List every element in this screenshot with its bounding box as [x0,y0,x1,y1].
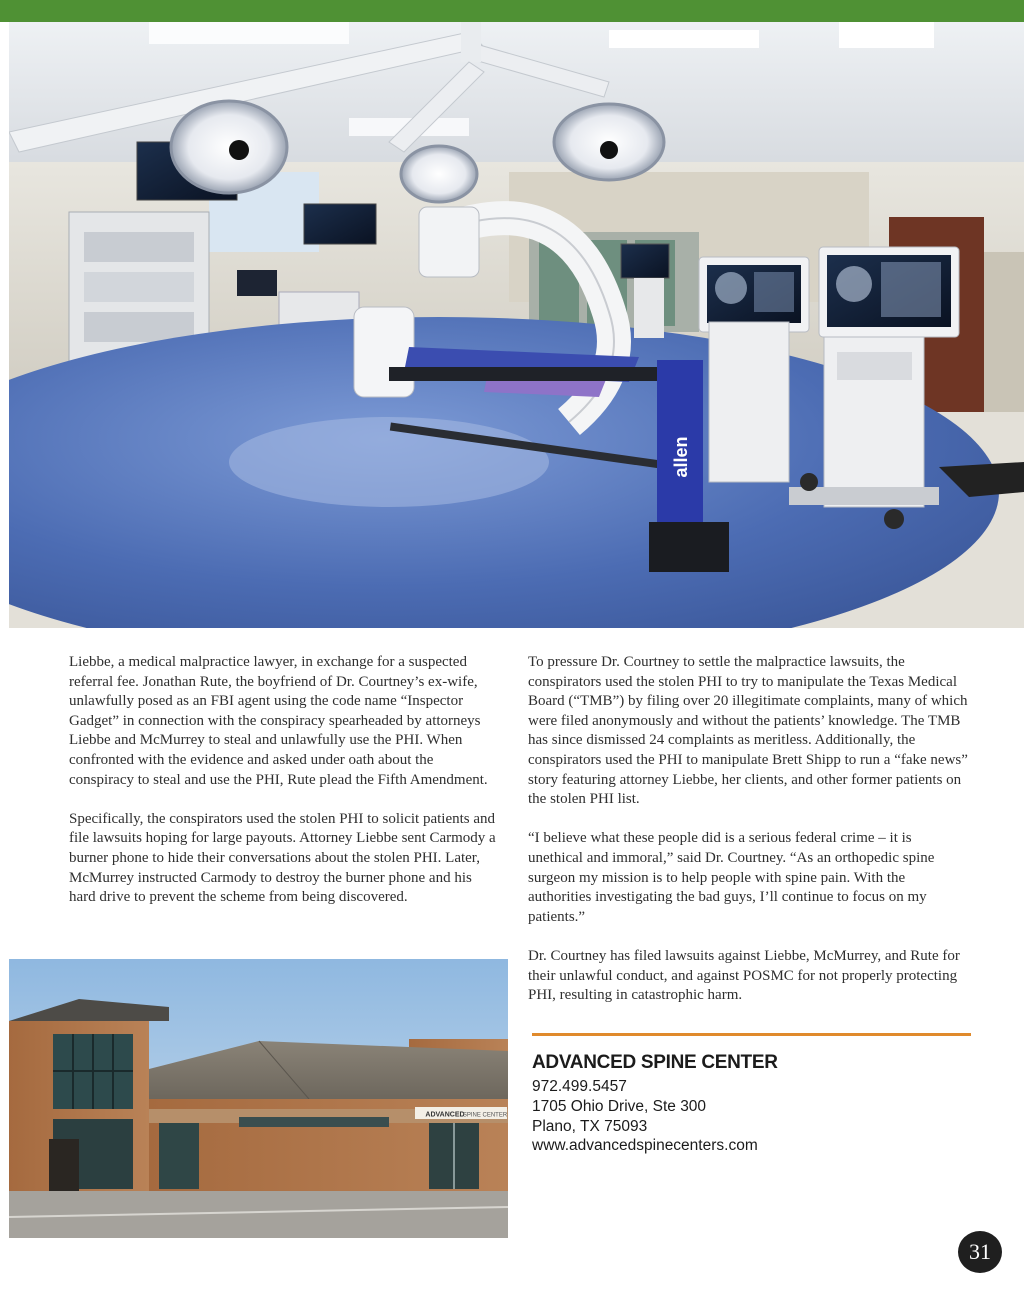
article-paragraph: Liebbe, a medical malpractice lawyer, in exchange for a suspected referral fee. Jonathan Rute, the boyfriend of Dr. Courtney’s ex-wife, unlawfully posed as an FBI agent using the code name “Inspector Gadget” in connection with the conspiracy spearheaded by attorneys Liebbe and McMurrey to steal and unlawfully use the PHI. When confronted with the evidence and asked under oath about the conspiracy to steal and use the PHI, Rute plead the Fifth Amendment. [69,654,488,788]
article-right-column [528,653,968,1025]
contact-divider [532,1033,971,1036]
page-number-badge: 31 [958,1231,1002,1273]
article-left-column [69,653,501,927]
contact-address-line1: 1705 Ohio Drive, Ste 300 [532,1097,707,1115]
building-sign-right: SPINE CENTER [462,1112,508,1119]
top-color-bar [0,0,1024,22]
building-exterior-photo [9,959,508,1238]
contact-phone: 972.499.5457 [532,1078,627,1095]
article-paragraph: “I believe what these people did is a serious federal crime – it is unethical and immoral,” said Dr. Courtney. “As an orthopedic spine surgeon my mission is to help people with spine pain. With the authorities investigating the bad guys, I’ll continue to focus on my patients.” [528,830,935,925]
contact-block [532,1052,972,1156]
contact-address-line2: Plano, TX 75093 [532,1117,648,1135]
article-paragraph: To pressure Dr. Courtney to settle the malpractice lawsuits, the conspirators used the stolen PHI to try to manipulate the Texas Medical Board (“TMB”) by filing over 20 illegitimate complaints, many of which were filed anonymously and without the patients’ knowledge. The TMB has since dismissed 24 complaints as meritless. Additionally, the conspirators used the PHI to manipulate Brett Shipp to run a “fake news” story featuring attorney Liebbe, her clients, and other former patients on the stolen PHI list. [528,654,968,808]
contact-name: ADVANCED SPINE CENTER [532,1052,778,1073]
allen-brand-label: allen [671,436,691,478]
building-sign-left: ADVANCED [425,1111,465,1119]
operating-room-photo [9,22,1024,628]
article-paragraph: Specifically, the conspirators used the stolen PHI to solicit patients and file lawsuits hoping for large payouts. Attorney Liebbe sent Carmody a burner phone to hide their conversations about the stolen PHI. Later, McMurrey instructed Carmody to destroy the burner phone and his hard drive to prevent the scheme from being discovered. [69,810,496,906]
contact-website[interactable]: www.advancedspinecenters.com [532,1137,758,1155]
article-paragraph: Dr. Courtney has filed lawsuits against Liebbe, McMurrey, and Rute for their unlawful conduct, and against POSMC for not properly protecting PHI, resulting in catastrophic harm. [528,947,960,1004]
